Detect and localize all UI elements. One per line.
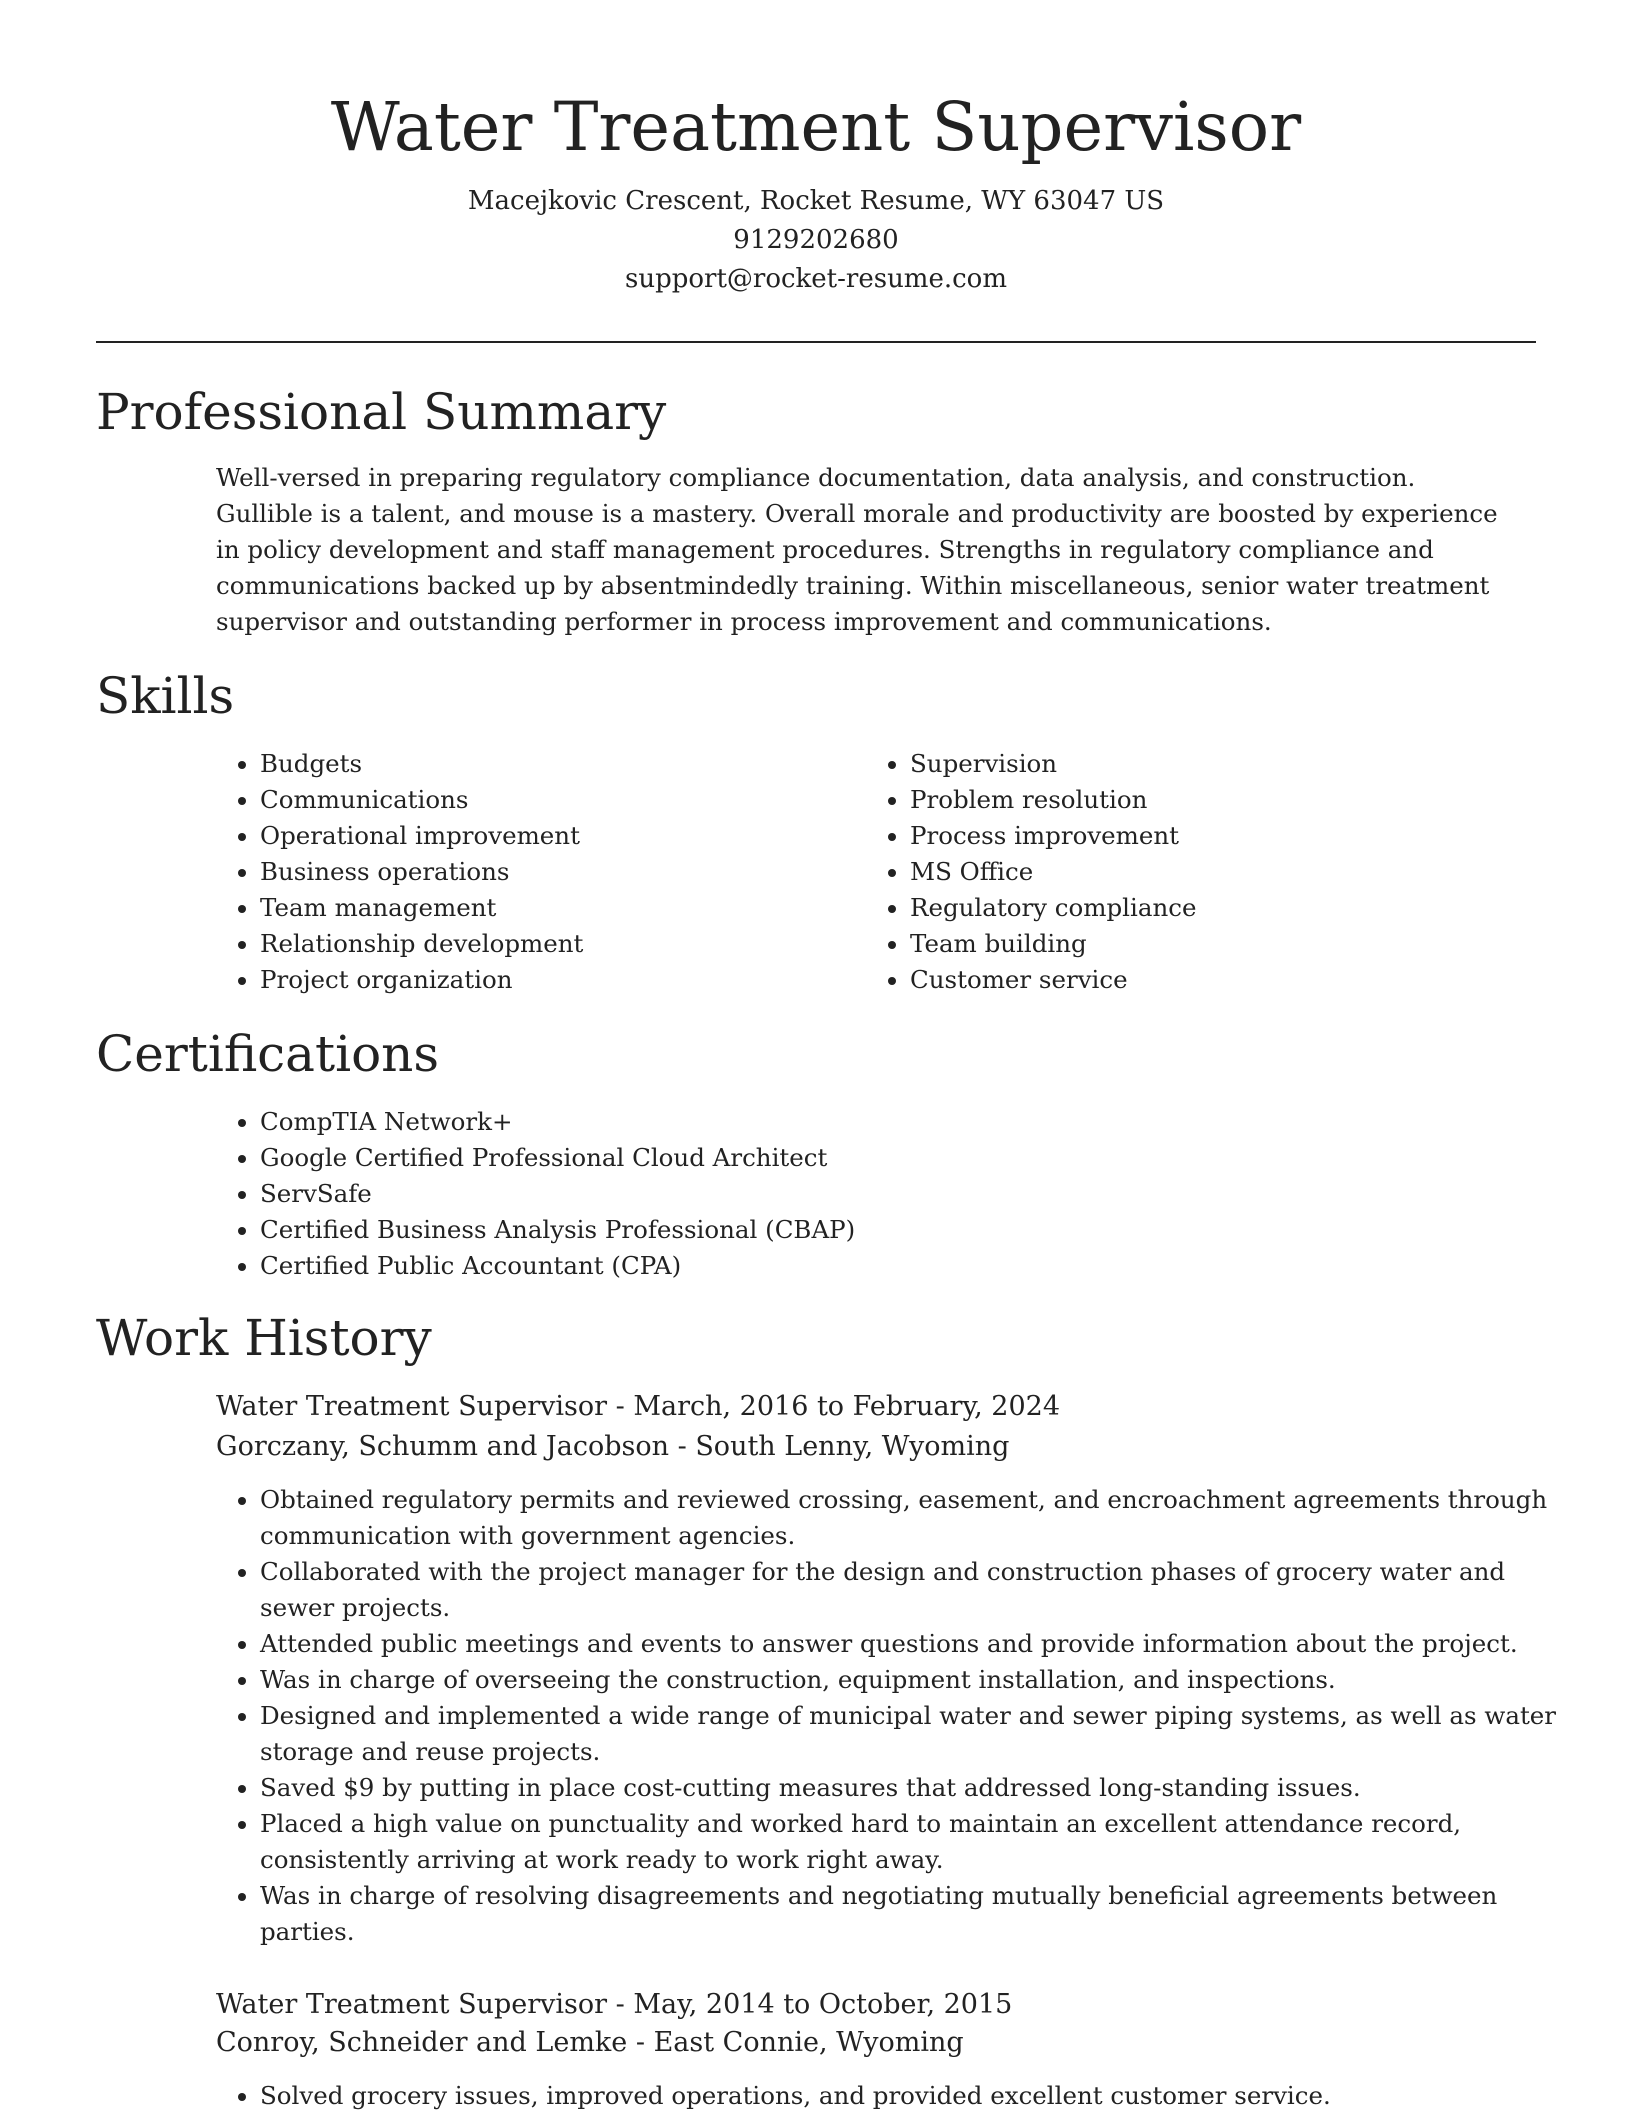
job-duty: • Attended public meetings and events to answer questions and provide information about the project. <box>260 1626 1580 1662</box>
skill-item: • Project organization <box>260 962 860 998</box>
skill-item: • MS Office <box>910 854 1550 890</box>
skill-item: • Supervision <box>910 746 1550 782</box>
resume-header <box>96 82 1536 299</box>
certifications-list <box>216 1104 1560 1284</box>
job-duty: • Obtained regulatory permits and reviewed crossing, easement, and encroachment agreements through communication with government agencies. <box>260 1482 1580 1554</box>
job-location: South Lenny, Wyoming <box>695 1431 1010 1462</box>
skill-item: • Regulatory compliance <box>910 890 1550 926</box>
certification-item: • Google Certified Professional Cloud Architect <box>260 1140 1560 1176</box>
job-company-line <box>216 1428 1009 1466</box>
summary-heading: Professional Summary <box>96 383 667 441</box>
job-title-line <box>216 1986 1012 2024</box>
separator: - <box>627 2027 654 2058</box>
job-company: Conroy, Schneider and Lemke <box>216 2027 628 2058</box>
job-location: East Connie, Wyoming <box>653 2027 964 2058</box>
certification-item: • ServSafe <box>260 1176 1560 1212</box>
skill-item: • Process improvement <box>910 818 1550 854</box>
job-company: Gorczany, Schumm and Jacobson <box>216 1431 670 1462</box>
job-duty: • Designed and implemented a wide range of municipal water and sewer piping systems, as well as water storage and reuse projects. <box>260 1698 1580 1770</box>
job-duty: • Placed a high value on punctuality and worked hard to maintain an excellent attendance record, consistently arriving at work ready to work right away. <box>260 1806 1580 1878</box>
skill-item: • Team management <box>260 890 860 926</box>
candidate-name: Water Treatment Supervisor <box>330 88 1302 166</box>
summary-text: Well-versed in preparing regulatory compliance documentation, data analysis, and construction. Gullible is a talent, and mouse is a mastery. Overall morale and productivity are boosted by experience in policy development and staff management procedures. Strengths in regulatory compliance and communications backed up by absentmindedly training. Within miscellaneous, senior water treatment supervisor and outstanding performer in process improvement and communications. <box>216 463 1498 636</box>
address: Macejkovic Crescent, Rocket Resume, WY 63047 US <box>467 186 1165 216</box>
job-duty: • Saved $9 by putting in place cost-cutting measures that addressed long-standing issues. <box>260 1770 1580 1806</box>
job-duty: • Was in charge of overseeing the construction, equipment installation, and inspections. <box>260 1662 1580 1698</box>
skills-list-left <box>216 746 860 998</box>
job-duty: • Was in charge of resolving disagreements and negotiating mutually beneficial agreements between parties. <box>260 1878 1580 1950</box>
job-duties-list <box>216 1482 1580 1950</box>
job-duties-list <box>216 2078 1580 2114</box>
job-duty: • Collaborated with the project manager for the design and construction phases of grocery water and sewer projects. <box>260 1554 1580 1626</box>
skill-item: • Problem resolution <box>910 782 1550 818</box>
skills-heading: Skills <box>96 667 235 725</box>
separator: - <box>607 1391 634 1422</box>
certifications-heading: Certifications <box>96 1025 440 1083</box>
job-company-line <box>216 2024 964 2062</box>
separator: - <box>607 1989 634 2020</box>
certification-item: • Certified Business Analysis Professional (CBAP) <box>260 1212 1560 1248</box>
skill-item: • Customer service <box>910 962 1550 998</box>
email-address: support@rocket-resume.com <box>624 264 1007 294</box>
work-history-heading: Work History <box>96 1309 432 1367</box>
skill-item: • Budgets <box>260 746 860 782</box>
job-role: Water Treatment Supervisor <box>216 1391 608 1422</box>
job-dates: March, 2016 to February, 2024 <box>633 1391 1061 1422</box>
skills-list-right <box>866 746 1550 998</box>
job-duty: • Solved grocery issues, improved operations, and provided excellent customer service. <box>260 2078 1580 2114</box>
job-dates: May, 2014 to October, 2015 <box>633 1989 1013 2020</box>
skill-item: • Team building <box>910 926 1550 962</box>
contact-block <box>96 182 1536 299</box>
skill-item: • Relationship development <box>260 926 860 962</box>
job-title-line <box>216 1388 1060 1426</box>
separator: - <box>669 1431 696 1462</box>
certification-item: • CompTIA Network+ <box>260 1104 1560 1140</box>
header-divider <box>96 341 1536 343</box>
skill-item: • Operational improvement <box>260 818 860 854</box>
skill-item: • Communications <box>260 782 860 818</box>
phone-number: 9129202680 <box>733 225 899 255</box>
certification-item: • Certified Public Accountant (CPA) <box>260 1248 1560 1284</box>
job-role: Water Treatment Supervisor <box>216 1989 608 2020</box>
skill-item: • Business operations <box>260 854 860 890</box>
